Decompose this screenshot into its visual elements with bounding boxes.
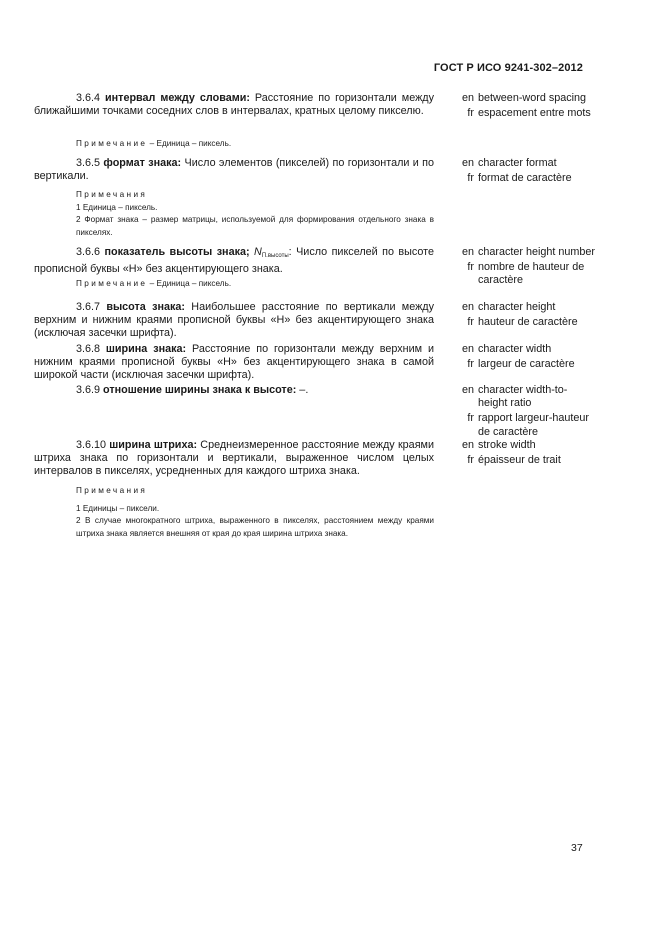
note-heading: Примечания [76, 190, 148, 199]
term-name: отношение ширины знака к высоте: [103, 384, 297, 396]
term-definition: –. [296, 384, 309, 396]
term-definition: Расстояние по горизонтали между верхним и нижним краями прописной буквы «H» без акцентирующего знака в самой широкой части (исключая засечки шрифта). [34, 343, 434, 382]
term-number: 3.6.10 [76, 439, 107, 451]
note-text: 2 В случае многократного штриха, выраженного в пикселях, расстоянием между краями штриха знака является внешняя от края до края ширина штриха знака. [76, 516, 434, 538]
term-equivalents [456, 92, 596, 120]
equivalent-fr: fr nombre de hauteur de caractère [467, 261, 585, 287]
equivalent-en: en character format [461, 157, 557, 169]
equivalent-en: en stroke width [461, 439, 536, 451]
equivalent-en: en between-word spacing [461, 92, 587, 104]
term-number: 3.6.8 [76, 343, 101, 355]
equivalent-fr: fr hauteur de caractère [467, 316, 578, 329]
term-equivalents [456, 439, 596, 467]
page-number: 37 [571, 842, 583, 854]
term-definition: Наибольшее расстояние по вертикали между верхним и нижним краями прописной буквы «H» без акцентирующего знака (исключая засечки шрифта). [34, 301, 434, 340]
equivalent-en: en character width-to-height ratio [461, 384, 568, 410]
term-definition: Расстояние по горизонтали между ближайшими точками соседних слов в интервалах, кратных целому пикселю. [34, 92, 435, 118]
term-number: 3.6.6 [76, 246, 101, 258]
term-number: 3.6.4 [76, 92, 101, 104]
note-text: 1 Единица – пиксель. [76, 202, 158, 212]
equivalent-fr: fr largeur de caractère [467, 358, 575, 371]
equivalent-fr: fr espacement entre mots [467, 107, 591, 120]
note-heading: Примечание [76, 139, 148, 148]
term-equivalents [456, 246, 596, 288]
note-text: – Единица – пиксель. [149, 279, 232, 288]
term-3-6-7 [34, 301, 434, 341]
term-3-6-8 [34, 343, 434, 383]
term-number: 3.6.9 [76, 384, 101, 396]
term-equivalents [456, 384, 596, 439]
equivalent-en: en character width [461, 343, 552, 355]
note-heading: Примечания [76, 486, 148, 495]
equivalent-fr: fr épaisseur de trait [467, 454, 561, 467]
equivalent-en: en character height [461, 301, 556, 313]
equivalent-fr: fr rapport largeur-hauteur de caractère [467, 412, 590, 438]
note-text: – Единица – пиксель. [149, 139, 232, 148]
term-3-6-6 [34, 246, 434, 276]
term-equivalents [456, 157, 596, 185]
term-note [34, 278, 434, 291]
term-definition: Число элементов (пикселей) по горизонтали и по вертикали. [34, 157, 435, 183]
equivalent-en: en character height number [461, 246, 596, 258]
term-note [34, 138, 434, 151]
term-notes [34, 189, 434, 239]
term-name: интервал между словами: [105, 92, 250, 104]
term-3-6-9 [34, 384, 434, 397]
term-symbol-subscript: П.высоты [261, 253, 289, 259]
document-code: ГОСТ Р ИСО 9241-302–2012 [433, 62, 583, 74]
term-notes [34, 485, 434, 540]
term-equivalents [456, 301, 596, 329]
term-name: показатель высоты знака; [104, 246, 250, 258]
term-definition: Среднеизмеренное расстояние между краями штриха знака по горизонтали и вертикали, выраженное числом целых интервалов в пикселях, усредненных для каждого штриха знака. [34, 439, 434, 478]
term-name: ширина штриха: [109, 439, 198, 451]
term-3-6-4 [34, 92, 434, 118]
term-name: формат знака: [103, 157, 182, 169]
term-number: 3.6.7 [76, 301, 101, 313]
term-name: высота знака: [106, 301, 185, 313]
term-symbol: N [254, 246, 262, 258]
note-text: 1 Единицы – пиксели. [76, 503, 160, 513]
term-name: ширина знака: [105, 343, 187, 355]
term-equivalents [456, 343, 596, 371]
term-3-6-10 [34, 439, 434, 479]
term-3-6-5 [34, 157, 434, 183]
term-number: 3.6.5 [76, 157, 101, 169]
term-definition: : Число пикселей по высоте прописной буквы «H» без акцентирующего знака. [34, 246, 434, 276]
note-heading: Примечание [76, 279, 148, 288]
note-text: 2 Формат знака – размер матрицы, используемой для формирования отдельного знака в пикселях. [76, 215, 434, 237]
equivalent-fr: fr format de caractère [467, 172, 572, 185]
